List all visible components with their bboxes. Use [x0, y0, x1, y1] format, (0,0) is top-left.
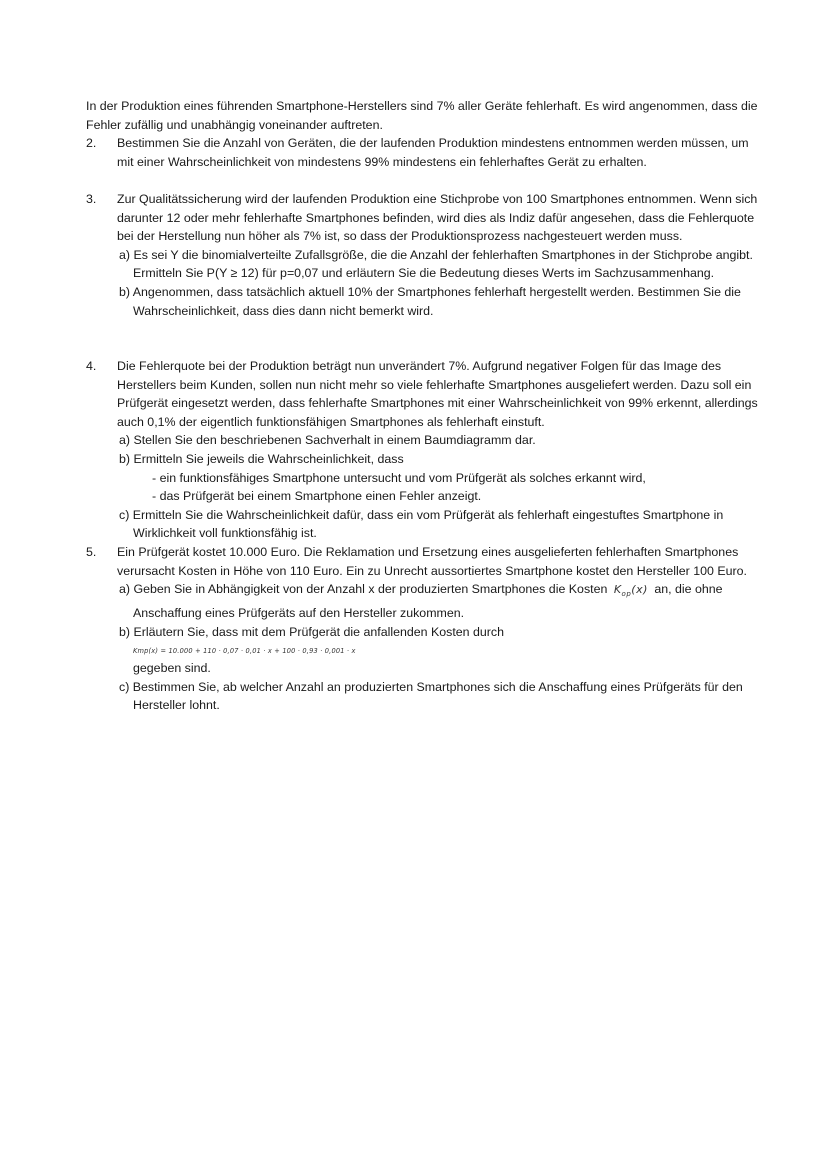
task-2	[86, 134, 766, 171]
subtask-text: a) Geben Sie in Abhängigkeit von der Anzahl x der produzierten Smartphones die Kosten	[119, 582, 608, 597]
subtask-5c: c) Bestimmen Sie, ab welcher Anzahl an produzierten Smartphones sich die Anschaffung eines Prüfgeräts für den Hersteller lohnt.	[119, 679, 743, 713]
task-5	[86, 543, 766, 715]
bullet-item: - ein funktionsfähiges Smartphone untersucht und vom Prüfgerät als solches erkannt wird,	[152, 470, 646, 485]
cost-function-symbol: $K_{op}(x)$	[613, 583, 648, 599]
task-number: 2.	[86, 136, 97, 150]
subtask-3b: b) Angenommen, dass tatsächlich aktuell 10% der Smartphones fehlerhaft hergestellt werden. Bestimmen Sie die Wahrscheinlichkeit, dass dies dann nicht bemerkt wird.	[119, 284, 741, 318]
subtask-3a: a) Es sei Y die binomialverteilte Zufallsgröße, die die Anzahl der fehlerhaften Smartphones in der Stichprobe angibt. Ermitteln Sie P(Y ≥ 12) für p=0,07 und erläutern Sie die Bedeutung dieses Werts im Sachzusammenhang.	[119, 247, 753, 281]
bullet-item: - das Prüfgerät bei einem Smartphone einen Fehler anzeigt.	[152, 489, 482, 504]
subtask-4c: c) Ermitteln Sie die Wahrscheinlichkeit dafür, dass ein vom Prüfgerät als fehlerhaft eingestuftes Smartphone in Wirklichkeit voll funktionsfähig ist.	[119, 507, 724, 541]
task-number: 3.	[86, 192, 97, 206]
handwritten-formula: Kmp(x) = 10.000 + 110 · 0,07 · 0,01 · x + 100 · 0,93 · 0,001 · x	[133, 647, 356, 656]
subtask-4a: a) Stellen Sie den beschriebenen Sachverhalt in einem Baumdiagramm dar.	[119, 433, 536, 448]
task-number: 4.	[86, 359, 97, 373]
subtask-text: an, die ohne Anschaffung eines Prüfgeräts auf den Hersteller zukommen.	[133, 582, 723, 620]
task-text: Die Fehlerquote bei der Produktion beträgt nun unverändert 7%. Aufgrund negativer Folgen für das Image des Herstellers beim Kunden, sollen nun nicht mehr so viele fehlerhafte Smartphones ausgeliefert werden. Dazu soll ein Prüfgerät eingesetzt werden, dass fehlerhafte Smartphones mit einer Wahrscheinlichkeit von 99% erkennt, allerdings auch 0,1% der eigentlich funktionsfähigen Smartphones als fehlerhaft einstuft.	[117, 359, 758, 429]
subtask-5a	[119, 580, 766, 622]
intro-paragraph: In der Produktion eines führenden Smartphone-Herstellers sind 7% aller Geräte fehlerhaft. Es wird angenommen, dass die Fehler zufällig und unabhängig voneinander auftreten.	[86, 99, 758, 132]
task-text: Zur Qualitätssicherung wird der laufenden Produktion eine Stichprobe von 100 Smartphones entnommen. Wenn sich darunter 12 oder mehr fehlerhafte Smartphones befinden, wird dies als Indiz dafür angesehen, dass die Fehlerquote bei der Herstellung nun höher als 7% ist, so dass der Produktionsprozess nachgesteuert werden muss.	[117, 192, 758, 244]
task-4	[86, 357, 766, 543]
subtask-5b: b) Erläutern Sie, dass mit dem Prüfgerät die anfallenden Kosten durch	[119, 624, 505, 639]
task-text: Ein Prüfgerät kostet 10.000 Euro. Die Reklamation und Ersetzung eines ausgelieferten fehlerhaften Smartphones verursacht Kosten in Höhe von 110 Euro. Ein zu Unrecht aussortiertes Smartphone kostet den Hersteller 100 Euro.	[117, 545, 747, 578]
subtask-4b: b) Ermitteln Sie jeweils die Wahrscheinlichkeit, dass	[119, 451, 404, 466]
task-number: 5.	[86, 545, 97, 559]
task-text: Bestimmen Sie die Anzahl von Geräten, die der laufenden Produktion mindestens entnommen werden müssen, um mit einer Wahrscheinlichkeit von mindestens 99% mindestens ein fehlerhaftes Gerät zu erhalten.	[117, 136, 749, 169]
subtask-5b-continuation: gegeben sind.	[133, 661, 211, 676]
task-3	[86, 190, 766, 320]
